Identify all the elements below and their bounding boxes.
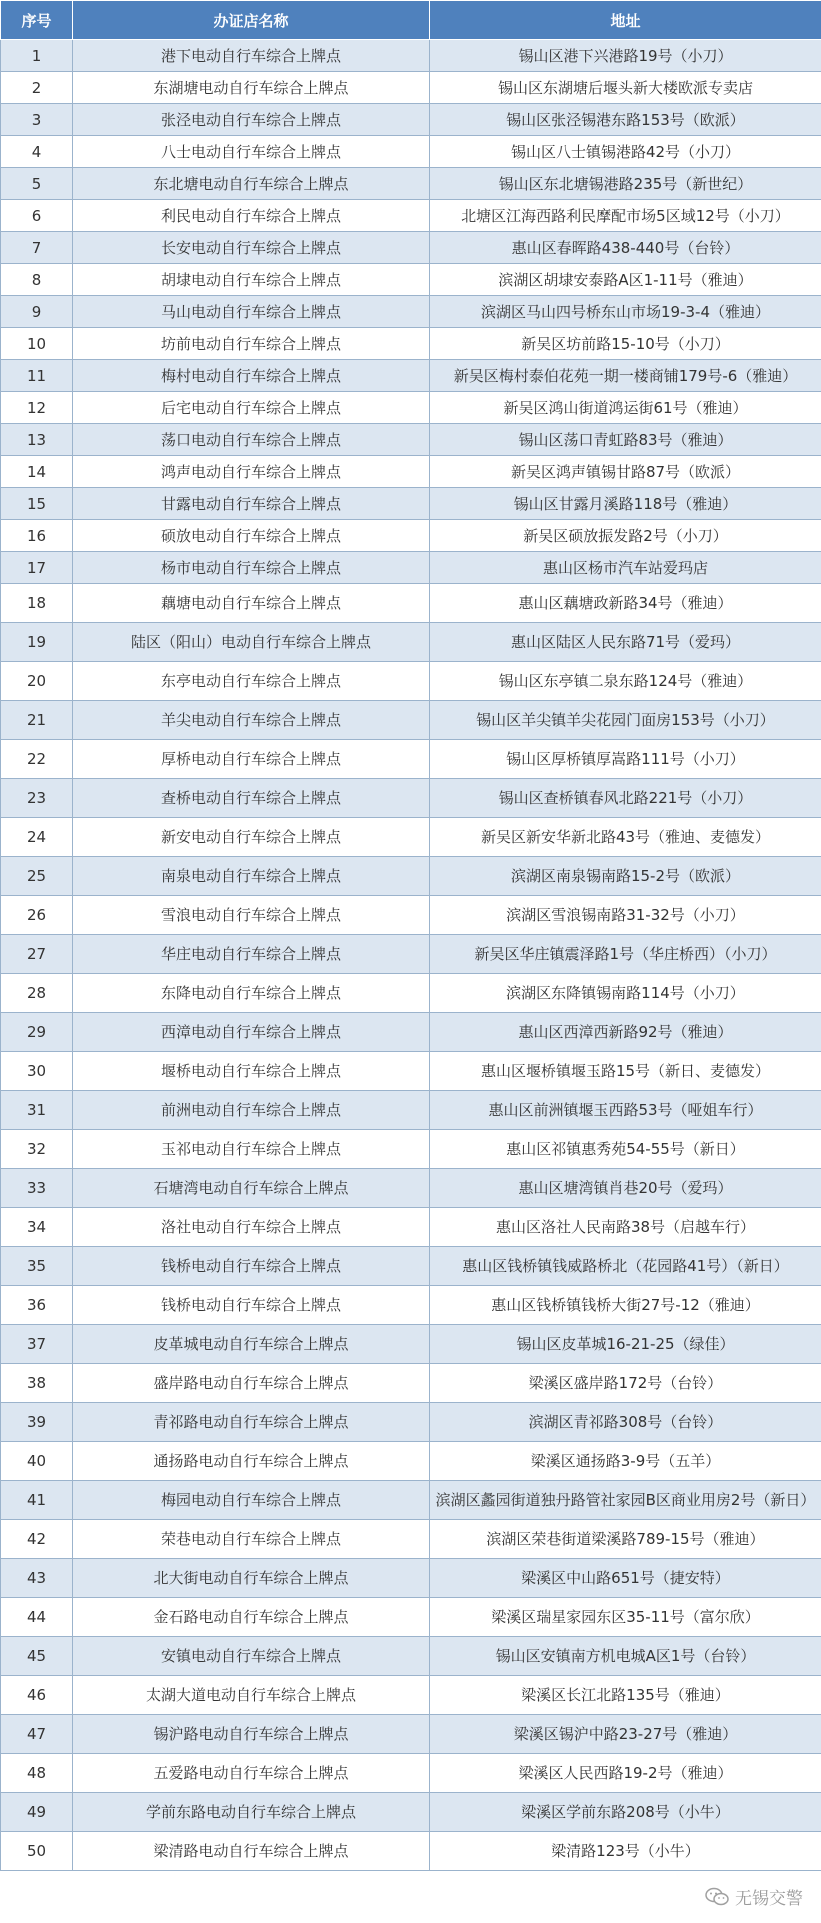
row-address: 梁溪区瑞星家园东区35-11号（富尔欣）: [430, 1598, 821, 1637]
row-index: 22: [1, 740, 73, 779]
row-store-name: 雪浪电动自行车综合上牌点: [73, 896, 430, 935]
table-row: [1, 857, 821, 896]
row-address: 锡山区安镇南方机电城A区1号（台铃）: [430, 1637, 821, 1676]
watermark: [705, 1884, 803, 1909]
row-store-name: 港下电动自行车综合上牌点: [73, 40, 430, 72]
row-index: 1: [1, 40, 73, 72]
row-address: 惠山区塘湾镇肖巷20号（爱玛）: [430, 1169, 821, 1208]
row-address: 锡山区东湖塘后堰头新大楼欧派专卖店: [430, 72, 821, 104]
row-store-name: 陆区（阳山）电动自行车综合上牌点: [73, 623, 430, 662]
row-address: 新吴区硕放振发路2号（小刀）: [430, 520, 821, 552]
row-address: 滨湖区蠡园街道独丹路管社家园B区商业用房2号（新日）: [430, 1481, 821, 1520]
row-store-name: 梁清路电动自行车综合上牌点: [73, 1832, 430, 1871]
table-row: [1, 1598, 821, 1637]
row-store-name: 钱桥电动自行车综合上牌点: [73, 1286, 430, 1325]
row-store-name: 利民电动自行车综合上牌点: [73, 200, 430, 232]
row-address: 锡山区港下兴港路19号（小刀）: [430, 40, 821, 72]
table-row: [1, 104, 821, 136]
row-address: 锡山区荡口青虹路83号（雅迪）: [430, 424, 821, 456]
row-store-name: 青祁路电动自行车综合上牌点: [73, 1403, 430, 1442]
table-row: [1, 232, 821, 264]
row-address: 锡山区皮革城16-21-25（绿佳）: [430, 1325, 821, 1364]
row-address: 惠山区西漳西新路92号（雅迪）: [430, 1013, 821, 1052]
row-store-name: 后宅电动自行车综合上牌点: [73, 392, 430, 424]
row-store-name: 北大街电动自行车综合上牌点: [73, 1559, 430, 1598]
row-address: 惠山区陆区人民东路71号（爱玛）: [430, 623, 821, 662]
table-row: [1, 520, 821, 552]
row-address: 梁溪区锡沪中路23-27号（雅迪）: [430, 1715, 821, 1754]
row-address: 滨湖区马山四号桥东山市场19-3-4（雅迪）: [430, 296, 821, 328]
row-index: 4: [1, 136, 73, 168]
row-store-name: 梅园电动自行车综合上牌点: [73, 1481, 430, 1520]
wechat-icon: [705, 1887, 729, 1907]
row-index: 50: [1, 1832, 73, 1871]
row-store-name: 坊前电动自行车综合上牌点: [73, 328, 430, 360]
row-index: 44: [1, 1598, 73, 1637]
row-store-name: 胡埭电动自行车综合上牌点: [73, 264, 430, 296]
row-index: 43: [1, 1559, 73, 1598]
table-row: [1, 1754, 821, 1793]
row-address: 惠山区堰桥镇堰玉路15号（新日、麦德发）: [430, 1052, 821, 1091]
row-address: 梁溪区人民西路19-2号（雅迪）: [430, 1754, 821, 1793]
row-index: 33: [1, 1169, 73, 1208]
row-store-name: 东亭电动自行车综合上牌点: [73, 662, 430, 701]
row-index: 34: [1, 1208, 73, 1247]
row-store-name: 锡沪路电动自行车综合上牌点: [73, 1715, 430, 1754]
row-index: 30: [1, 1052, 73, 1091]
row-address: 锡山区八士镇锡港路42号（小刀）: [430, 136, 821, 168]
table-row: [1, 1130, 821, 1169]
row-index: 16: [1, 520, 73, 552]
table-row: [1, 1637, 821, 1676]
row-index: 46: [1, 1676, 73, 1715]
table-row: [1, 1247, 821, 1286]
row-index: 31: [1, 1091, 73, 1130]
row-address: 惠山区钱桥镇钱桥大街27号-12（雅迪）: [430, 1286, 821, 1325]
row-address: 梁溪区长江北路135号（雅迪）: [430, 1676, 821, 1715]
watermark-text: 无锡交警: [735, 1889, 803, 1909]
row-store-name: 通扬路电动自行车综合上牌点: [73, 1442, 430, 1481]
table-row: [1, 740, 821, 779]
row-address: 梁溪区盛岸路172号（台铃）: [430, 1364, 821, 1403]
row-index: 24: [1, 818, 73, 857]
table-row: [1, 779, 821, 818]
row-store-name: 金石路电动自行车综合上牌点: [73, 1598, 430, 1637]
table-body: [1, 40, 821, 1871]
table-row: [1, 935, 821, 974]
row-store-name: 荣巷电动自行车综合上牌点: [73, 1520, 430, 1559]
row-index: 9: [1, 296, 73, 328]
table-row: [1, 1715, 821, 1754]
table-row: [1, 200, 821, 232]
table-row: [1, 328, 821, 360]
row-store-name: 厚桥电动自行车综合上牌点: [73, 740, 430, 779]
row-index: 27: [1, 935, 73, 974]
row-index: 41: [1, 1481, 73, 1520]
row-store-name: 硕放电动自行车综合上牌点: [73, 520, 430, 552]
table-row: [1, 1676, 821, 1715]
row-index: 10: [1, 328, 73, 360]
header-row: [1, 1, 821, 40]
row-address: 梁溪区学前东路208号（小牛）: [430, 1793, 821, 1832]
table-row: [1, 701, 821, 740]
row-store-name: 长安电动自行车综合上牌点: [73, 232, 430, 264]
row-address: 梁溪区中山路651号（捷安特）: [430, 1559, 821, 1598]
row-store-name: 八士电动自行车综合上牌点: [73, 136, 430, 168]
row-store-name: 西漳电动自行车综合上牌点: [73, 1013, 430, 1052]
row-store-name: 藕塘电动自行车综合上牌点: [73, 584, 430, 623]
row-index: 49: [1, 1793, 73, 1832]
row-address: 锡山区张泾锡港东路153号（欧派）: [430, 104, 821, 136]
row-address: 新吴区华庄镇震泽路1号（华庄桥西）（小刀）: [430, 935, 821, 974]
row-address: 滨湖区南泉锡南路15-2号（欧派）: [430, 857, 821, 896]
row-index: 8: [1, 264, 73, 296]
row-address: 滨湖区东降镇锡南路114号（小刀）: [430, 974, 821, 1013]
table-row: [1, 1091, 821, 1130]
row-store-name: 杨市电动自行车综合上牌点: [73, 552, 430, 584]
table-row: [1, 136, 821, 168]
table-row: [1, 168, 821, 200]
row-index: 5: [1, 168, 73, 200]
table-row: [1, 40, 821, 72]
row-store-name: 玉祁电动自行车综合上牌点: [73, 1130, 430, 1169]
row-index: 36: [1, 1286, 73, 1325]
row-address: 滨湖区荣巷街道梁溪路789-15号（雅迪）: [430, 1520, 821, 1559]
row-index: 25: [1, 857, 73, 896]
row-store-name: 学前东路电动自行车综合上牌点: [73, 1793, 430, 1832]
row-address: 锡山区厚桥镇厚嵩路111号（小刀）: [430, 740, 821, 779]
row-address: 滨湖区青祁路308号（台铃）: [430, 1403, 821, 1442]
row-index: 38: [1, 1364, 73, 1403]
row-address: 梁溪区通扬路3-9号（五羊）: [430, 1442, 821, 1481]
row-store-name: 荡口电动自行车综合上牌点: [73, 424, 430, 456]
row-address: 锡山区甘露月溪路118号（雅迪）: [430, 488, 821, 520]
row-index: 7: [1, 232, 73, 264]
row-store-name: 东湖塘电动自行车综合上牌点: [73, 72, 430, 104]
table-row: [1, 584, 821, 623]
row-index: 47: [1, 1715, 73, 1754]
row-address: 新吴区鸿声镇锡甘路87号（欧派）: [430, 456, 821, 488]
row-store-name: 查桥电动自行车综合上牌点: [73, 779, 430, 818]
table-row: [1, 1325, 821, 1364]
row-address: 惠山区钱桥镇钱威路桥北（花园路41号）（新日）: [430, 1247, 821, 1286]
row-index: 39: [1, 1403, 73, 1442]
table-row: [1, 392, 821, 424]
row-index: 28: [1, 974, 73, 1013]
table-row: [1, 1481, 821, 1520]
row-address: 锡山区查桥镇春风北路221号（小刀）: [430, 779, 821, 818]
table-row: [1, 818, 821, 857]
table-row: [1, 1208, 821, 1247]
row-store-name: 盛岸路电动自行车综合上牌点: [73, 1364, 430, 1403]
row-store-name: 堰桥电动自行车综合上牌点: [73, 1052, 430, 1091]
row-address: 惠山区洛社人民南路38号（启越车行）: [430, 1208, 821, 1247]
row-index: 48: [1, 1754, 73, 1793]
table-row: [1, 1052, 821, 1091]
row-index: 11: [1, 360, 73, 392]
row-address: 锡山区东北塘锡港路235号（新世纪）: [430, 168, 821, 200]
row-index: 13: [1, 424, 73, 456]
row-address: 惠山区春晖路438-440号（台铃）: [430, 232, 821, 264]
table-row: [1, 1832, 821, 1871]
row-address: 新吴区梅村泰伯花苑一期一楼商铺179号-6（雅迪）: [430, 360, 821, 392]
table-row: [1, 1442, 821, 1481]
row-store-name: 前洲电动自行车综合上牌点: [73, 1091, 430, 1130]
row-index: 19: [1, 623, 73, 662]
row-index: 23: [1, 779, 73, 818]
row-index: 26: [1, 896, 73, 935]
row-store-name: 南泉电动自行车综合上牌点: [73, 857, 430, 896]
table-row: [1, 72, 821, 104]
row-index: 42: [1, 1520, 73, 1559]
row-address: 梁清路123号（小牛）: [430, 1832, 821, 1871]
row-store-name: 石塘湾电动自行车综合上牌点: [73, 1169, 430, 1208]
table-row: [1, 1286, 821, 1325]
row-index: 6: [1, 200, 73, 232]
row-address: 滨湖区胡埭安泰路A区1-11号（雅迪）: [430, 264, 821, 296]
row-index: 20: [1, 662, 73, 701]
table-row: [1, 1559, 821, 1598]
table-row: [1, 296, 821, 328]
row-address: 滨湖区雪浪锡南路31-32号（小刀）: [430, 896, 821, 935]
table-row: [1, 1403, 821, 1442]
row-store-name: 东降电动自行车综合上牌点: [73, 974, 430, 1013]
row-index: 18: [1, 584, 73, 623]
row-store-name: 梅村电动自行车综合上牌点: [73, 360, 430, 392]
row-index: 14: [1, 456, 73, 488]
row-index: 17: [1, 552, 73, 584]
row-store-name: 太湖大道电动自行车综合上牌点: [73, 1676, 430, 1715]
row-index: 12: [1, 392, 73, 424]
row-address: 新吴区坊前路15-10号（小刀）: [430, 328, 821, 360]
table-row: [1, 1793, 821, 1832]
table-row: [1, 623, 821, 662]
row-address: 惠山区前洲镇堰玉西路53号（哑姐车行）: [430, 1091, 821, 1130]
table-row: [1, 974, 821, 1013]
row-index: 29: [1, 1013, 73, 1052]
row-store-name: 钱桥电动自行车综合上牌点: [73, 1247, 430, 1286]
header-store-name: 办证店名称: [73, 1, 430, 40]
table-row: [1, 1520, 821, 1559]
row-store-name: 新安电动自行车综合上牌点: [73, 818, 430, 857]
row-index: 15: [1, 488, 73, 520]
row-address: 惠山区祁镇惠秀苑54-55号（新日）: [430, 1130, 821, 1169]
row-index: 45: [1, 1637, 73, 1676]
row-store-name: 五爱路电动自行车综合上牌点: [73, 1754, 430, 1793]
row-store-name: 马山电动自行车综合上牌点: [73, 296, 430, 328]
table-row: [1, 896, 821, 935]
row-store-name: 华庄电动自行车综合上牌点: [73, 935, 430, 974]
header-index: 序号: [1, 1, 73, 40]
row-store-name: 羊尖电动自行车综合上牌点: [73, 701, 430, 740]
row-store-name: 皮革城电动自行车综合上牌点: [73, 1325, 430, 1364]
row-store-name: 张泾电动自行车综合上牌点: [73, 104, 430, 136]
row-index: 40: [1, 1442, 73, 1481]
table-row: [1, 424, 821, 456]
row-store-name: 甘露电动自行车综合上牌点: [73, 488, 430, 520]
header-address: 地址: [430, 1, 821, 40]
table-row: [1, 264, 821, 296]
row-store-name: 洛社电动自行车综合上牌点: [73, 1208, 430, 1247]
row-index: 32: [1, 1130, 73, 1169]
row-index: 35: [1, 1247, 73, 1286]
row-store-name: 安镇电动自行车综合上牌点: [73, 1637, 430, 1676]
row-index: 37: [1, 1325, 73, 1364]
table-row: [1, 662, 821, 701]
row-store-name: 东北塘电动自行车综合上牌点: [73, 168, 430, 200]
row-index: 3: [1, 104, 73, 136]
row-address: 惠山区杨市汽车站爱玛店: [430, 552, 821, 584]
row-address: 新吴区新安华新北路43号（雅迪、麦德发）: [430, 818, 821, 857]
table-row: [1, 488, 821, 520]
row-index: 21: [1, 701, 73, 740]
row-address: 锡山区东亭镇二泉东路124号（雅迪）: [430, 662, 821, 701]
row-address: 惠山区藕塘政新路34号（雅迪）: [430, 584, 821, 623]
row-address: 新吴区鸿山街道鸿运街61号（雅迪）: [430, 392, 821, 424]
table-row: [1, 1169, 821, 1208]
table-row: [1, 1013, 821, 1052]
table-row: [1, 360, 821, 392]
row-store-name: 鸿声电动自行车综合上牌点: [73, 456, 430, 488]
table-row: [1, 456, 821, 488]
row-address: 北塘区江海西路利民摩配市场5区域12号（小刀）: [430, 200, 821, 232]
row-address: 锡山区羊尖镇羊尖花园门面房153号（小刀）: [430, 701, 821, 740]
row-index: 2: [1, 72, 73, 104]
table-row: [1, 1364, 821, 1403]
table-row: [1, 552, 821, 584]
